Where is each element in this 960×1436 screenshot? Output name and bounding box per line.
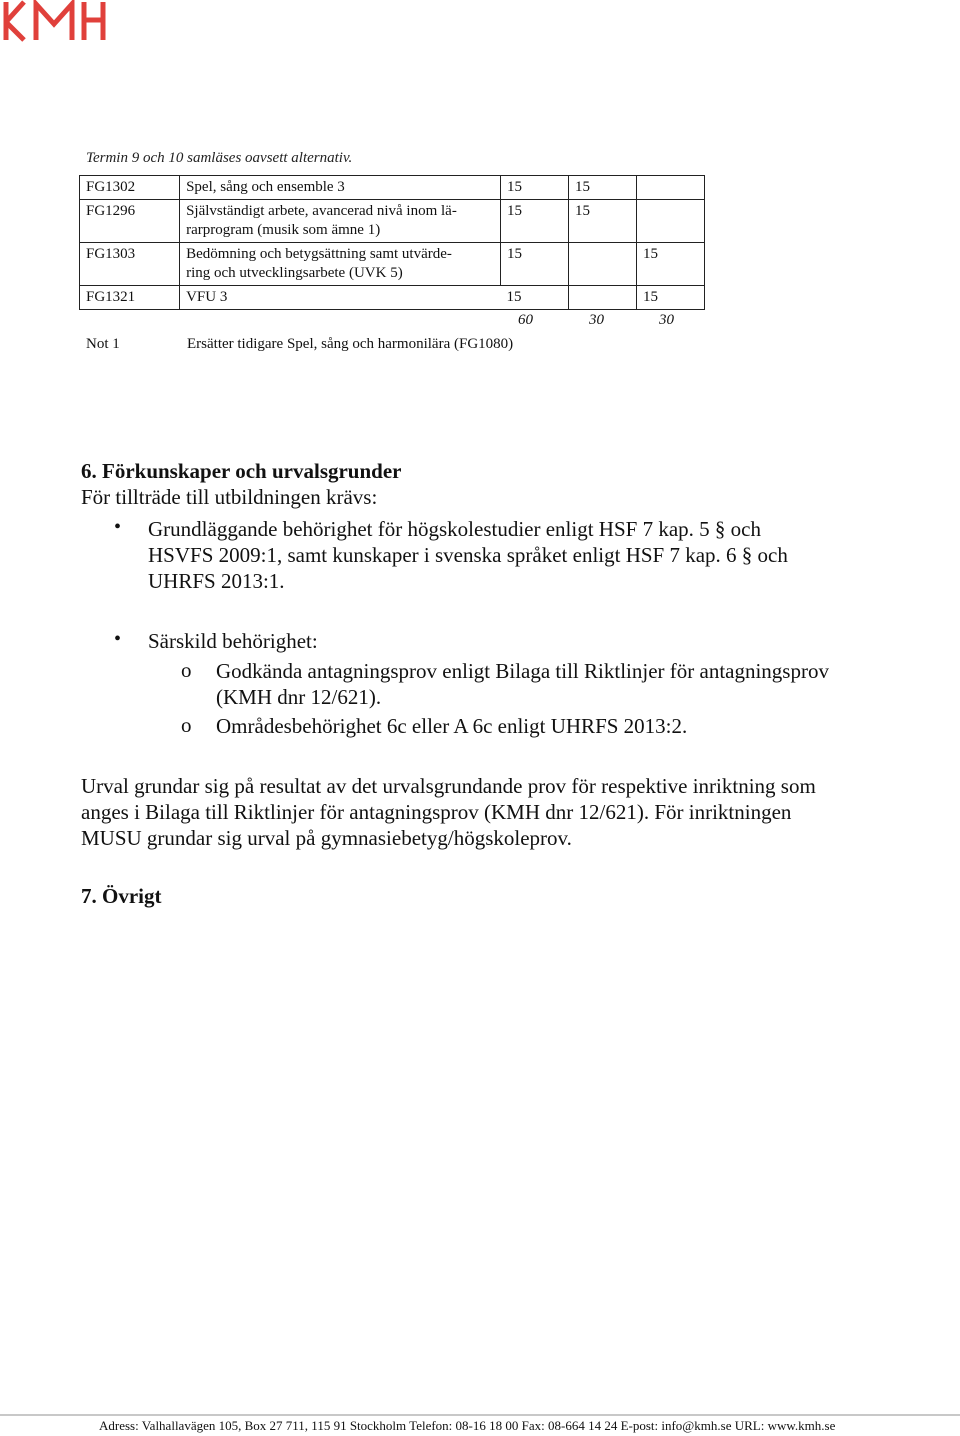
- credits-col3: 15: [500, 200, 568, 243]
- credits-col5: 15: [636, 286, 704, 310]
- credits-col3: 15: [500, 286, 568, 310]
- section-7-heading: 7. Övrigt: [81, 884, 162, 908]
- credits-col3: 15: [500, 176, 568, 200]
- bullet-1-line: UHRFS 2013:1.: [148, 569, 285, 593]
- kmh-logo: [2, 0, 106, 44]
- note-label: Not 1: [86, 336, 120, 352]
- selection-line: MUSU grundar sig urval på gymnasiebetyg/högskoleprov.: [81, 826, 572, 850]
- intro-note: Termin 9 och 10 samläses oavsett alternativ.: [86, 150, 353, 166]
- course-code: FG1321: [80, 286, 180, 310]
- section-6-lead: För tillträde till utbildningen krävs:: [81, 485, 378, 509]
- credits-col4: 15: [568, 176, 636, 200]
- bullet-dot-icon: •: [114, 516, 122, 538]
- course-name: [180, 200, 501, 243]
- credits-col5: [636, 200, 704, 243]
- course-name: [180, 243, 501, 286]
- credits-col4: [568, 286, 636, 310]
- selection-line: Urval grundar sig på resultat av det urvalsgrundande prov för respektive inriktning som: [81, 774, 816, 798]
- sub-bullet-1-line: (KMH dnr 12/621).: [216, 685, 382, 709]
- sub-bullet-1-line: Godkända antagningsprov enligt Bilaga till Riktlinjer för antagningsprov: [216, 659, 829, 683]
- sub-bullet-2: Områdesbehörighet 6c eller A 6c enligt UHRFS 2013:2.: [216, 714, 688, 738]
- footer-address: Adress: Valhallavägen 105, Box 27 711, 115 91 Stockholm Telefon: 08-16 18 00 Fax: 08-664 14 24 E-post: info@kmh.se URL: www.kmh.se: [99, 1418, 836, 1433]
- footer-divider: [0, 1414, 960, 1416]
- course-name: Spel, sång och ensemble 3: [180, 176, 501, 200]
- credits-col5: 15: [636, 243, 704, 286]
- course-code: FG1303: [80, 243, 180, 286]
- sub-bullet-o-icon: o: [181, 713, 192, 737]
- section-6-heading: 6. Förkunskaper och urvalsgrunder: [81, 459, 402, 483]
- course-name: VFU 3: [180, 286, 501, 310]
- bullet-dot-icon: •: [114, 628, 122, 650]
- course-name-line: Bedömning och betygsättning samt utvärde-: [186, 246, 452, 262]
- table-row: [80, 200, 705, 243]
- table-row: [80, 286, 705, 310]
- course-name-line: ring och utvecklingsarbete (UVK 5): [186, 265, 403, 281]
- course-code: FG1296: [80, 200, 180, 243]
- course-name-line: Självständigt arbete, avancerad nivå inom lä-: [186, 203, 457, 219]
- credits-col3: 15: [500, 243, 568, 286]
- bullet-2-label: Särskild behörighet:: [148, 629, 318, 653]
- total-col3: 60: [518, 312, 533, 328]
- table-row: [80, 176, 705, 200]
- course-code: FG1302: [80, 176, 180, 200]
- credits-col5: [636, 176, 704, 200]
- credits-col4: [568, 243, 636, 286]
- table-row: [80, 243, 705, 286]
- course-table: [79, 175, 705, 310]
- bullet-1-line: Grundläggande behörighet för högskolestudier enligt HSF 7 kap. 5 § och: [148, 517, 761, 541]
- selection-line: anges i Bilaga till Riktlinjer för antagningsprov (KMH dnr 12/621). För inriktningen: [81, 800, 792, 824]
- course-name-line: rarprogram (musik som ämne 1): [186, 222, 381, 238]
- total-col5: 30: [659, 312, 674, 328]
- note-text: Ersätter tidigare Spel, sång och harmonilära (FG1080): [187, 336, 514, 352]
- bullet-1-line: HSVFS 2009:1, samt kunskaper i svenska språket enligt HSF 7 kap. 6 § och: [148, 543, 788, 567]
- credits-col4: 15: [568, 200, 636, 243]
- sub-bullet-o-icon: o: [181, 658, 192, 682]
- total-col4: 30: [589, 312, 604, 328]
